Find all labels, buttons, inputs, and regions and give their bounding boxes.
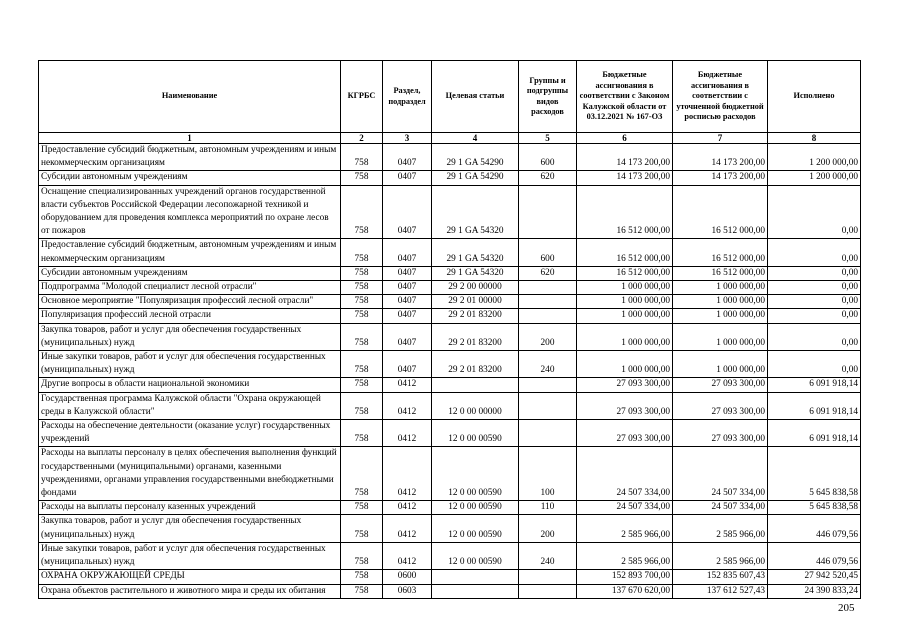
cell-group bbox=[519, 309, 577, 323]
cell-refined-allocation: 24 507 334,00 bbox=[673, 447, 768, 501]
table-row bbox=[39, 239, 861, 266]
cell-kgrbs: 758 bbox=[341, 420, 383, 447]
cell-target: 12 0 00 00590 bbox=[432, 515, 519, 542]
table-row bbox=[39, 144, 861, 171]
table-row bbox=[39, 542, 861, 569]
cell-executed: 0,00 bbox=[768, 185, 861, 239]
cell-executed: 0,00 bbox=[768, 309, 861, 323]
cell-target bbox=[432, 570, 519, 584]
cell-law-allocation: 24 507 334,00 bbox=[577, 447, 673, 501]
cell-target bbox=[432, 584, 519, 598]
cell-name: Субсидии автономным учреждениям bbox=[39, 266, 341, 280]
cell-executed: 5 645 838,58 bbox=[768, 501, 861, 515]
cell-section: 0407 bbox=[383, 266, 432, 280]
table-row bbox=[39, 584, 861, 598]
cell-group: 110 bbox=[519, 501, 577, 515]
cell-kgrbs: 758 bbox=[341, 501, 383, 515]
cell-law-allocation: 27 093 300,00 bbox=[577, 420, 673, 447]
cell-executed: 1 200 000,00 bbox=[768, 144, 861, 171]
cell-refined-allocation: 27 093 300,00 bbox=[673, 392, 768, 419]
cell-target: 12 0 00 00590 bbox=[432, 447, 519, 501]
cell-kgrbs: 758 bbox=[341, 281, 383, 295]
cell-refined-allocation: 1 000 000,00 bbox=[673, 309, 768, 323]
cell-refined-allocation: 152 835 607,43 bbox=[673, 570, 768, 584]
cell-target: 12 0 00 00590 bbox=[432, 542, 519, 569]
budget-table bbox=[38, 60, 861, 599]
cell-law-allocation: 1 000 000,00 bbox=[577, 351, 673, 378]
cell-section: 0603 bbox=[383, 584, 432, 598]
header-target: Целевая статьи bbox=[432, 61, 519, 133]
cell-executed: 0,00 bbox=[768, 281, 861, 295]
cell-law-allocation: 16 512 000,00 bbox=[577, 266, 673, 280]
cell-name: Предоставление субсидий бюджетным, автономным учреждениям и иным некоммерческим организациям bbox=[39, 239, 341, 266]
cell-executed: 0,00 bbox=[768, 266, 861, 280]
cell-executed: 5 645 838,58 bbox=[768, 447, 861, 501]
cell-group bbox=[519, 392, 577, 419]
cell-name: Иные закупки товаров, работ и услуг для обеспечения государственных (муниципальных) нужд bbox=[39, 351, 341, 378]
cell-group: 240 bbox=[519, 542, 577, 569]
cell-target: 12 0 00 00590 bbox=[432, 501, 519, 515]
cell-kgrbs: 758 bbox=[341, 392, 383, 419]
cell-executed: 27 942 520,45 bbox=[768, 570, 861, 584]
header-law-allocation: Бюджетные ассигнования в соответствии с Законом Калужской области от 03.12.2021 № 167-ОЗ bbox=[577, 61, 673, 133]
cell-law-allocation: 14 173 200,00 bbox=[577, 171, 673, 185]
cell-name: Основное мероприятие "Популяризация профессий лесной отрасли" bbox=[39, 295, 341, 309]
cell-kgrbs: 758 bbox=[341, 447, 383, 501]
cell-kgrbs: 758 bbox=[341, 515, 383, 542]
column-number: 5 bbox=[519, 133, 577, 144]
cell-law-allocation: 16 512 000,00 bbox=[577, 239, 673, 266]
table-row bbox=[39, 378, 861, 392]
column-number: 3 bbox=[383, 133, 432, 144]
cell-target: 29 2 01 83200 bbox=[432, 309, 519, 323]
column-number: 4 bbox=[432, 133, 519, 144]
cell-refined-allocation: 16 512 000,00 bbox=[673, 185, 768, 239]
cell-target: 29 2 01 83200 bbox=[432, 351, 519, 378]
cell-group: 620 bbox=[519, 171, 577, 185]
cell-law-allocation: 27 093 300,00 bbox=[577, 378, 673, 392]
cell-section: 0600 bbox=[383, 570, 432, 584]
cell-target: 29 2 01 83200 bbox=[432, 323, 519, 350]
table-row bbox=[39, 171, 861, 185]
cell-executed: 446 079,56 bbox=[768, 515, 861, 542]
cell-section: 0407 bbox=[383, 185, 432, 239]
cell-kgrbs: 758 bbox=[341, 266, 383, 280]
cell-refined-allocation: 1 000 000,00 bbox=[673, 281, 768, 295]
cell-refined-allocation: 1 000 000,00 bbox=[673, 351, 768, 378]
cell-name: Подпрограмма "Молодой специалист лесной отрасли" bbox=[39, 281, 341, 295]
table-row bbox=[39, 501, 861, 515]
cell-name: Иные закупки товаров, работ и услуг для обеспечения государственных (муниципальных) нужд bbox=[39, 542, 341, 569]
cell-law-allocation: 27 093 300,00 bbox=[577, 392, 673, 419]
cell-law-allocation: 1 000 000,00 bbox=[577, 281, 673, 295]
cell-group bbox=[519, 584, 577, 598]
cell-group bbox=[519, 295, 577, 309]
cell-law-allocation: 1 000 000,00 bbox=[577, 295, 673, 309]
cell-group: 600 bbox=[519, 144, 577, 171]
table-row bbox=[39, 323, 861, 350]
cell-name: Оснащение специализированных учреждений органов государственной власти субъектов Российской Федерации лесопожарной техникой и оборудованием для проведения комплекса мероприятий по охране лесов от пожаров bbox=[39, 185, 341, 239]
cell-target: 12 0 00 00000 bbox=[432, 392, 519, 419]
page-number: 205 bbox=[838, 602, 855, 614]
cell-law-allocation: 14 173 200,00 bbox=[577, 144, 673, 171]
cell-group: 200 bbox=[519, 515, 577, 542]
table-row bbox=[39, 570, 861, 584]
table-body bbox=[39, 144, 861, 599]
cell-kgrbs: 758 bbox=[341, 239, 383, 266]
cell-section: 0407 bbox=[383, 171, 432, 185]
table-row bbox=[39, 281, 861, 295]
column-number: 2 bbox=[341, 133, 383, 144]
cell-name: ОХРАНА ОКРУЖАЮЩЕЙ СРЕДЫ bbox=[39, 570, 341, 584]
cell-target: 29 1 GA 54320 bbox=[432, 185, 519, 239]
cell-group bbox=[519, 185, 577, 239]
cell-name: Субсидии автономным учреждениям bbox=[39, 171, 341, 185]
cell-law-allocation: 137 670 620,00 bbox=[577, 584, 673, 598]
cell-executed: 0,00 bbox=[768, 295, 861, 309]
cell-refined-allocation: 24 507 334,00 bbox=[673, 501, 768, 515]
header-section: Раздел, подраздел bbox=[383, 61, 432, 133]
cell-law-allocation: 16 512 000,00 bbox=[577, 185, 673, 239]
cell-target: 29 2 01 00000 bbox=[432, 295, 519, 309]
cell-group bbox=[519, 281, 577, 295]
cell-refined-allocation: 1 000 000,00 bbox=[673, 323, 768, 350]
table-row bbox=[39, 295, 861, 309]
table-row bbox=[39, 515, 861, 542]
cell-executed: 6 091 918,14 bbox=[768, 378, 861, 392]
cell-refined-allocation: 2 585 966,00 bbox=[673, 542, 768, 569]
header-executed: Исполнено bbox=[768, 61, 861, 133]
cell-group bbox=[519, 570, 577, 584]
cell-kgrbs: 758 bbox=[341, 323, 383, 350]
table-row bbox=[39, 392, 861, 419]
cell-group bbox=[519, 378, 577, 392]
column-number: 8 bbox=[768, 133, 861, 144]
header-name: Наименование bbox=[39, 61, 341, 133]
table-row bbox=[39, 351, 861, 378]
cell-section: 0412 bbox=[383, 501, 432, 515]
table-row bbox=[39, 266, 861, 280]
cell-section: 0407 bbox=[383, 323, 432, 350]
cell-section: 0412 bbox=[383, 420, 432, 447]
cell-refined-allocation: 137 612 527,43 bbox=[673, 584, 768, 598]
cell-section: 0407 bbox=[383, 281, 432, 295]
table-row bbox=[39, 309, 861, 323]
column-number: 6 bbox=[577, 133, 673, 144]
cell-section: 0407 bbox=[383, 351, 432, 378]
cell-group: 620 bbox=[519, 266, 577, 280]
cell-group: 200 bbox=[519, 323, 577, 350]
cell-section: 0407 bbox=[383, 309, 432, 323]
cell-executed: 0,00 bbox=[768, 351, 861, 378]
header-refined-allocation: Бюджетные ассигнования в соответствии с уточненной бюджетной росписью расходов bbox=[673, 61, 768, 133]
cell-name: Расходы на выплаты персоналу казенных учреждений bbox=[39, 501, 341, 515]
cell-kgrbs: 758 bbox=[341, 584, 383, 598]
cell-name: Закупка товаров, работ и услуг для обеспечения государственных (муниципальных) нужд bbox=[39, 515, 341, 542]
cell-section: 0412 bbox=[383, 392, 432, 419]
header-kgrbs: КГРБС bbox=[341, 61, 383, 133]
cell-law-allocation: 2 585 966,00 bbox=[577, 542, 673, 569]
cell-law-allocation: 24 507 334,00 bbox=[577, 501, 673, 515]
cell-kgrbs: 758 bbox=[341, 570, 383, 584]
table-row bbox=[39, 447, 861, 501]
cell-section: 0412 bbox=[383, 447, 432, 501]
cell-refined-allocation: 27 093 300,00 bbox=[673, 378, 768, 392]
cell-section: 0407 bbox=[383, 239, 432, 266]
cell-target: 12 0 00 00590 bbox=[432, 420, 519, 447]
cell-name: Охрана объектов растительного и животного мира и среды их обитания bbox=[39, 584, 341, 598]
cell-group bbox=[519, 420, 577, 447]
cell-kgrbs: 758 bbox=[341, 351, 383, 378]
cell-executed: 6 091 918,14 bbox=[768, 420, 861, 447]
table-row bbox=[39, 420, 861, 447]
cell-refined-allocation: 2 585 966,00 bbox=[673, 515, 768, 542]
cell-name: Закупка товаров, работ и услуг для обеспечения государственных (муниципальных) нужд bbox=[39, 323, 341, 350]
cell-executed: 24 390 833,24 bbox=[768, 584, 861, 598]
cell-kgrbs: 758 bbox=[341, 295, 383, 309]
cell-name: Расходы на обеспечение деятельности (оказание услуг) государственных учреждений bbox=[39, 420, 341, 447]
cell-section: 0407 bbox=[383, 295, 432, 309]
cell-executed: 0,00 bbox=[768, 239, 861, 266]
cell-group: 600 bbox=[519, 239, 577, 266]
cell-name: Предоставление субсидий бюджетным, автономным учреждениям и иным некоммерческим организациям bbox=[39, 144, 341, 171]
cell-law-allocation: 1 000 000,00 bbox=[577, 309, 673, 323]
cell-kgrbs: 758 bbox=[341, 171, 383, 185]
cell-refined-allocation: 14 173 200,00 bbox=[673, 171, 768, 185]
cell-executed: 6 091 918,14 bbox=[768, 392, 861, 419]
column-number: 1 bbox=[39, 133, 341, 144]
cell-kgrbs: 758 bbox=[341, 378, 383, 392]
cell-refined-allocation: 1 000 000,00 bbox=[673, 295, 768, 309]
cell-section: 0412 bbox=[383, 515, 432, 542]
cell-group: 100 bbox=[519, 447, 577, 501]
cell-kgrbs: 758 bbox=[341, 542, 383, 569]
cell-name: Государственная программа Калужской области "Охрана окружающей среды в Калужской области" bbox=[39, 392, 341, 419]
column-number: 7 bbox=[673, 133, 768, 144]
column-number-row bbox=[39, 133, 861, 144]
cell-section: 0412 bbox=[383, 378, 432, 392]
cell-target: 29 1 GA 54320 bbox=[432, 266, 519, 280]
cell-law-allocation: 2 585 966,00 bbox=[577, 515, 673, 542]
cell-name: Другие вопросы в области национальной экономики bbox=[39, 378, 341, 392]
cell-kgrbs: 758 bbox=[341, 144, 383, 171]
header-group: Группы и подгруппы видов расходов bbox=[519, 61, 577, 133]
cell-section: 0412 bbox=[383, 542, 432, 569]
cell-name: Расходы на выплаты персоналу в целях обеспечения выполнения функций государственными (муниципальными) органами, казенными учреждениями, органами управления государственными внебюджетными фондами bbox=[39, 447, 341, 501]
table-row bbox=[39, 185, 861, 239]
cell-refined-allocation: 27 093 300,00 bbox=[673, 420, 768, 447]
cell-kgrbs: 758 bbox=[341, 185, 383, 239]
cell-refined-allocation: 16 512 000,00 bbox=[673, 239, 768, 266]
header-row bbox=[39, 61, 861, 133]
cell-executed: 446 079,56 bbox=[768, 542, 861, 569]
cell-target: 29 1 GA 54320 bbox=[432, 239, 519, 266]
cell-section: 0407 bbox=[383, 144, 432, 171]
cell-group: 240 bbox=[519, 351, 577, 378]
cell-executed: 1 200 000,00 bbox=[768, 171, 861, 185]
cell-law-allocation: 152 893 700,00 bbox=[577, 570, 673, 584]
cell-refined-allocation: 14 173 200,00 bbox=[673, 144, 768, 171]
cell-name: Популяризация профессий лесной отрасли bbox=[39, 309, 341, 323]
cell-kgrbs: 758 bbox=[341, 309, 383, 323]
cell-target: 29 1 GA 54290 bbox=[432, 144, 519, 171]
cell-target bbox=[432, 378, 519, 392]
cell-law-allocation: 1 000 000,00 bbox=[577, 323, 673, 350]
cell-refined-allocation: 16 512 000,00 bbox=[673, 266, 768, 280]
cell-target: 29 1 GA 54290 bbox=[432, 171, 519, 185]
cell-executed: 0,00 bbox=[768, 323, 861, 350]
cell-target: 29 2 00 00000 bbox=[432, 281, 519, 295]
